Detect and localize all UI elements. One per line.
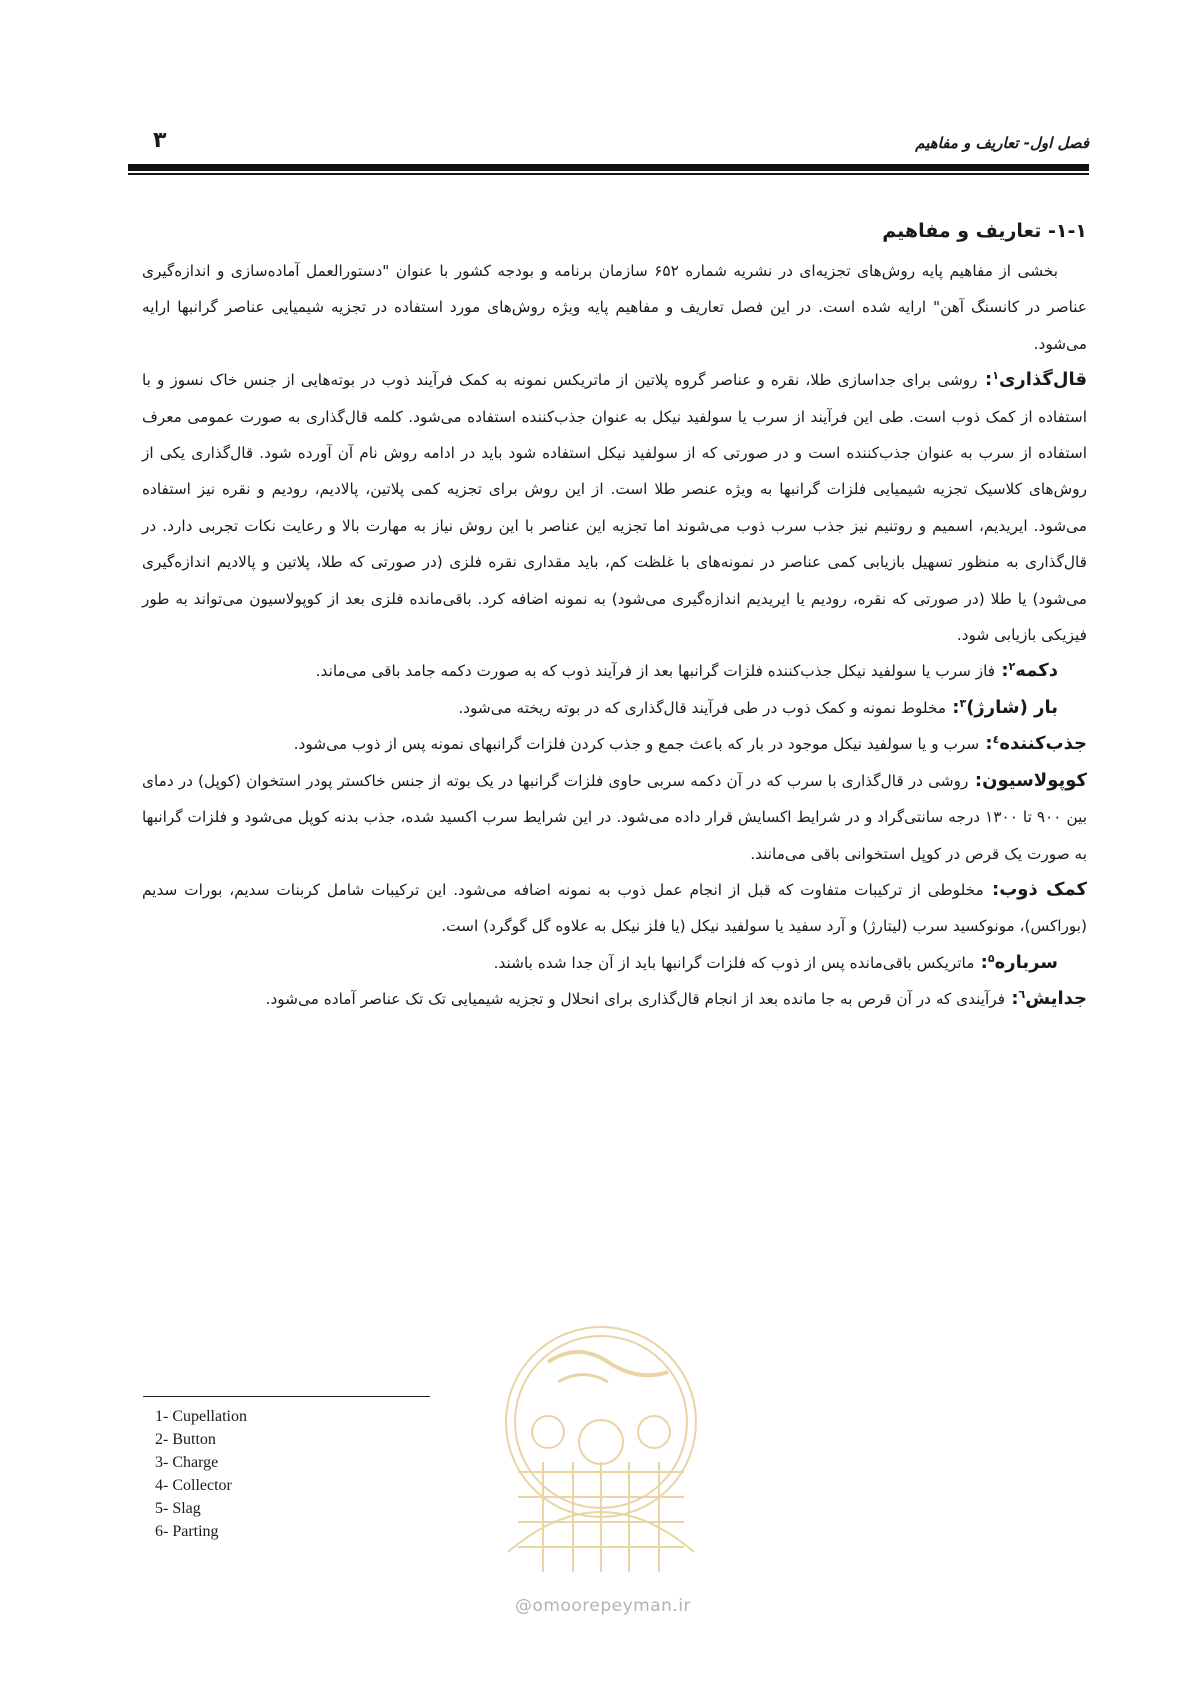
definition-parting: جدایش$^٦$: فرآیندی که در آن قرص به جا مانده بعد از انجام قال‌گذاری برای انحلال و تجزیه شیمیایی تک تک عناصر آماده می‌شود. [265,988,1087,1010]
definition-text: فرآیندی که در آن قرص به جا مانده بعد از انجام قال‌گذاری برای انحلال و تجزیه شیمیایی تک تک عناصر آماده می‌شود. [265,990,1006,1009]
definition-term: قال‌گذاری [998,369,1087,391]
watermark-seal-icon [488,1322,714,1592]
definition-term: جدایش [1025,988,1087,1010]
definition-text: فاز سرب یا سولفید نیکل جذب‌کننده فلزات گرانبها بعد از فرآیند ذوب که به صورت دکمه جامد باقی می‌ماند. [315,662,996,681]
footnote-item: 2- Button [155,1431,216,1448]
footnote-ref: ۱ [992,369,999,383]
header-rule-thin [128,173,1089,175]
watermark-site: @omoorepeyman.ir [514,1596,692,1616]
definition-term: کمک ذوب [999,878,1087,900]
definition-slag: سرباره$^۵$: ماتریکس باقی‌مانده پس از ذوب که فلزات گرانبها باید از آن جدا شده باشند. [493,951,1058,973]
definition-term: بار (شارژ) [966,696,1058,718]
main-content [142,216,1087,1018]
definition-cupellation-process: کوپولاسیون: روشی در قال‌گذاری با سرب که در آن دکمه سربی حاوی فلزات گرانبها در یک بوته از جنس خاکستر پودر استخوان (کوپل) در دمای بین ۹۰۰ تا ۱۳۰۰ درجه سانتی‌گراد و در شرایط اکسایش قرار داده می‌شود. در این شرایط سرب اکسید شده، جذب بدنه کوپل می‌شود و فلزات گرانبها به صورت یک قرص در کوپل استخوانی باقی می‌مانند. [142,769,1088,863]
footnote-item: 1- Cupellation [155,1408,247,1425]
definition-term: سرباره [994,951,1058,973]
definition-text: مخلوطی از ترکیبات متفاوت که قبل از انجام عمل ذوب به نمونه اضافه می‌شود. این ترکیبات شامل کربنات سدیم، بورات سدیم (بوراکس)، مونوکسید سرب (لیتارژ) و آرد سفید یا سولفید نیکل (یا فلز نیکل به علاوه گل گوگرد) است. [142,880,1087,936]
footnotes [155,1405,247,1543]
footnote-separator [143,1396,430,1397]
definition-text: روشی برای جداسازی طلا، نقره و عناصر گروه پلاتین از ماتریکس نمونه به کمک فرآیند ذوب در بوته‌هایی از جنس خاک نسوز و با استفاده از کمک ذوب است. طی این فرآیند از سرب یا سولفید نیکل به عنوان جذب‌کننده استفاده می‌شود. کلمه قال‌گذاری به صورت عمومی معرف استفاده از سرب به عنوان جذب‌کننده است و در صورتی که از سولفید نیکل استفاده شود باید در ادامه روش نام آن آورده شود. قال‌گذاری یکی از روش‌های کلاسیک تجزیه شیمیایی فلزات گرانبها به ویژه عنصر طلا است. از این روش برای تجزیه کمی پلاتین، پالادیم، رودیم و نقره نیز استفاده می‌شود. ایریدیم، اسمیم و روتنیم نیز جذب سرب ذوب می‌شوند اما تجزیه این عناصر با این روش نیاز به مهارت بالا و رعایت نکات تجربی دارد. در قال‌گذاری به منظور تسهیل بازیابی کمی عناصر در نمونه‌های با غلظت کم، باید مقداری نقره فلزی (در صورتی که طلا، پلاتین و پالادیم اندازه‌گیری می‌شود) یا طلا (در صورتی که نقره، رودیم یا ایریدیم اندازه‌گیری می‌شود) به نمونه اضافه کرد. باقی‌مانده فلزی بعد از کوپولاسیون می‌تواند به طور فیزیکی بازیابی شود. [142,371,1087,645]
definition-charge: بار (شارژ)$^۳$: مخلوط نمونه و کمک ذوب در طی فرآیند قال‌گذاری که در بوته ریخته می‌شود. [458,696,1058,718]
definition-text: ماتریکس باقی‌مانده پس از ذوب که فلزات گرانبها باید از آن جدا شده باشند. [493,953,975,972]
definition-term: جذب‌کننده [999,733,1087,755]
footnote-ref: ۳ [959,696,967,710]
definition-text: مخلوط نمونه و کمک ذوب در طی فرآیند قال‌گذاری که در بوته ریخته می‌شود. [458,698,947,717]
intro-paragraph: بخشی از مفاهیم پایه روش‌های تجزیه‌ای در نشریه شماره ۶۵۲ سازمان برنامه و بودجه کشور با عنوان "دستورالعمل آماده‌سازی و اندازه‌گیری عناصر در کانسنگ آهن" ارایه شده است. در این فصل تعاریف و مفاهیم پایه ویژه روش‌های مورد استفاده در تجزیه شیمیایی عناصر گرانبها ارایه می‌شود. [142,262,1087,353]
footnote-ref: ٤ [992,733,1000,747]
definition-cupellation: قال‌گذاری$^۱$: روشی برای جداسازی طلا، نقره و عناصر گروه پلاتین از ماتریکس نمونه به کمک فرآیند ذوب در بوته‌هایی از جنس خاک نسوز و با استفاده از کمک ذوب است. طی این فرآیند از سرب یا سولفید نیکل به عنوان جذب‌کننده استفاده می‌شود. کلمه قال‌گذاری به صورت عمومی معرف استفاده از سرب به عنوان جذب‌کننده است و در صورتی که از سولفید نیکل استفاده شود باید در ادامه روش نام آن آورده شود. قال‌گذاری یکی از روش‌های کلاسیک تجزیه شیمیایی فلزات گرانبها به ویژه عنصر طلا است. از این روش برای تجزیه کمی پلاتین، پالادیم، رودیم و نقره نیز استفاده می‌شود. ایریدیم، اسمیم و روتنیم نیز جذب سرب ذوب می‌شوند اما تجزیه این عناصر با این روش نیاز به مهارت بالا و رعایت نکات تجربی دارد. در قال‌گذاری به منظور تسهیل بازیابی کمی عناصر در نمونه‌های با غلظت کم، باید مقداری نقره فلزی (در صورتی که طلا، پلاتین و پالادیم اندازه‌گیری می‌شود) یا طلا (در صورتی که نقره، رودیم یا ایریدیم اندازه‌گیری می‌شود) به نمونه اضافه کرد. باقی‌مانده فلزی بعد از کوپولاسیون می‌تواند به طور فیزیکی بازیابی شود. [142,369,1087,645]
definition-term: دکمه [1015,660,1058,682]
section-heading: ۱-۱- تعاریف و مفاهیم [882,220,1087,242]
definition-text: سرب و یا سولفید نیکل موجود در بار که باعث جمع و جذب کردن فلزات گرانبهای نمونه پس از ذوب می‌شود. [293,735,980,754]
definition-button: دکمه$^۲$: فاز سرب یا سولفید نیکل جذب‌کننده فلزات گرانبها بعد از فرآیند ذوب که به صورت دکمه جامد باقی می‌ماند. [315,660,1058,682]
footnote-item: 4- Collector [155,1477,232,1494]
footnote-ref: ۲ [1008,660,1016,674]
page-number: ۳ [153,128,167,153]
footnote-item: 3- Charge [155,1454,219,1471]
footnote-ref: ٦ [1018,988,1026,1002]
definition-term: کوپولاسیون [982,769,1088,791]
definition-collector: جذب‌کننده$^٤$: سرب و یا سولفید نیکل موجود در بار که باعث جمع و جذب کردن فلزات گرانبهای نمونه پس از ذوب می‌شود. [293,733,1087,755]
header-rule-thick [128,164,1089,171]
definition-flux: کمک ذوب: مخلوطی از ترکیبات متفاوت که قبل از انجام عمل ذوب به نمونه اضافه می‌شود. این ترکیبات شامل کربنات سدیم، بورات سدیم (بوراکس)، مونوکسید سرب (لیتارژ) و آرد سفید یا سولفید نیکل (یا فلز نیکل به علاوه گل گوگرد) است. [142,878,1087,936]
running-header-chapter: فصل اول- تعاریف و مفاهیم [915,134,1089,152]
footnote-ref: ۵ [987,951,995,965]
footnote-item: 6- Parting [155,1523,219,1540]
footnote-item: 5- Slag [155,1500,201,1517]
definition-text: روشی در قال‌گذاری با سرب که در آن دکمه سربی حاوی فلزات گرانبها در یک بوته از جنس خاکستر پودر استخوان (کوپل) در دمای بین ۹۰۰ تا ۱۳۰۰ درجه سانتی‌گراد و در شرایط اکسایش قرار داده می‌شود. در این شرایط سرب اکسید شده، جذب بدنه کوپل می‌شود و فلزات گرانبها به صورت یک قرص در کوپل استخوانی باقی می‌مانند. [142,771,1087,863]
